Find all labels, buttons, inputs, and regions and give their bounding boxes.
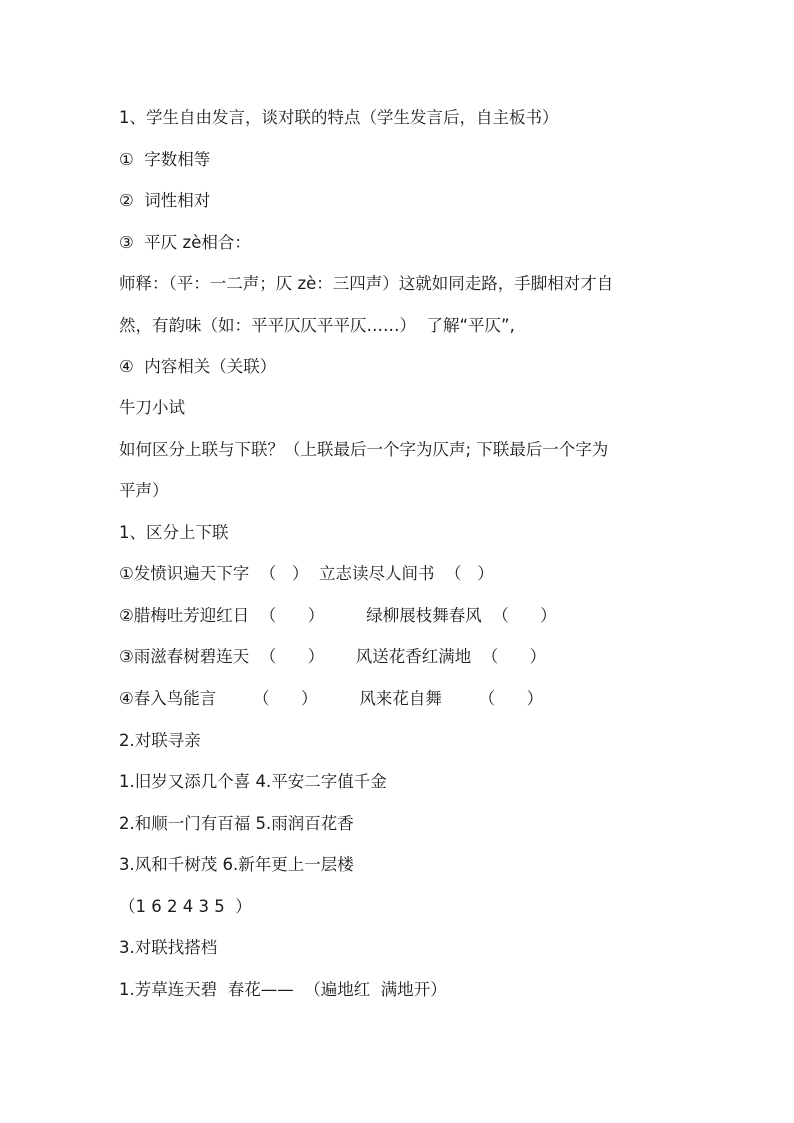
text-line: 如何区分上联与下联？（上联最后一个字为仄声; 下联最后一个字为 <box>119 440 609 459</box>
text-line: 2.和顺一门有百福 5.雨润百花香 <box>119 814 354 833</box>
text-line: ①发愤识遍天下字 （ ） 立志读尽人间书 （ ） <box>119 564 494 583</box>
text-line: ① 字数相等 <box>119 150 211 169</box>
text-line: ② 词性相对 <box>119 191 211 210</box>
text-line: 1.芳草连天碧 春花—— （遍地红 满地开） <box>119 980 447 999</box>
section-heading: 2.对联寻亲 <box>119 731 201 750</box>
text-line: ②腊梅吐芳迎红日 （ ） 绿柳展枝舞春风 （ ） <box>119 606 557 625</box>
text-line: ④春入鸟能言 （ ） 风来花自舞 （ ） <box>119 689 544 708</box>
text-line: ③雨滋春树碧连天 （ ） 风送花香红满地 （ ） <box>119 647 547 666</box>
text-line: 然，有韵味（如：平平仄仄平平仄……） 了解“平仄”, <box>119 316 515 335</box>
answer-line: （1 6 2 4 3 5 ） <box>119 897 252 916</box>
text-line: 3.风和千树茂 6.新年更上一层楼 <box>119 855 354 874</box>
text-line: 平声） <box>119 481 169 500</box>
text-line: 1.旧岁又添几个喜 4.平安二字值千金 <box>119 772 387 791</box>
text-line: ④ 内容相关（关联） <box>119 357 277 376</box>
text-line: 师释：（平：一二声；仄 zè：三四声）这就如同走路，手脚相对才自 <box>119 274 614 293</box>
text-line: ③ 平仄 zè相合： <box>119 233 251 252</box>
section-heading: 牛刀小试 <box>119 398 185 417</box>
section-heading: 3.对联找搭档 <box>119 938 218 957</box>
section-heading: 1、区分上下联 <box>119 523 229 542</box>
text-line: 1、学生自由发言，谈对联的特点（学生发言后，自主板书） <box>119 108 559 127</box>
